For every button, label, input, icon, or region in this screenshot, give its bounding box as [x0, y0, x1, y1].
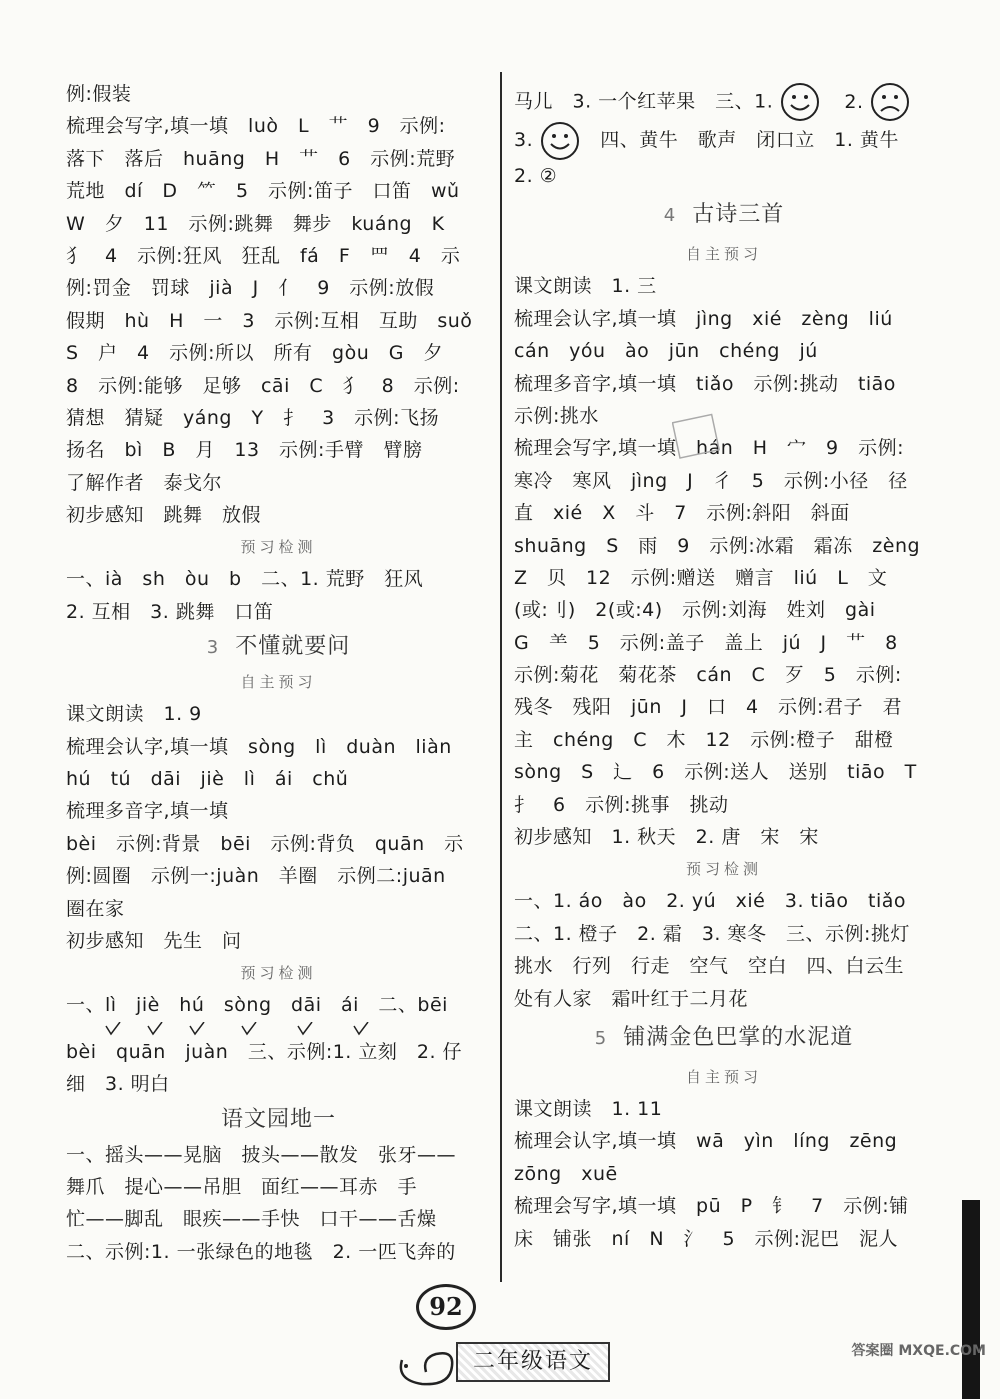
text-line: sòng S 辶 6 示例:送人 送别 tiāo T — [514, 761, 917, 784]
text-line: 直 xié X 斗 7 示例:斜阳 斜面 — [514, 502, 850, 525]
self-preview-heading: 自主预习 — [240, 673, 317, 692]
text-line: 舞爪 提心——吊胆 面红——耳赤 手 — [66, 1175, 418, 1198]
self-preview-heading: 自主预习 — [685, 245, 762, 264]
text-line: 细 3. 明白 — [66, 1073, 170, 1096]
lesson-title-text: 古诗三首 — [692, 202, 785, 228]
text-line: 示例:挑水 — [514, 404, 599, 427]
checkmark-row — [66, 1022, 491, 1036]
text-span: 2. — [844, 90, 864, 113]
preview-check-heading: 预习检测 — [685, 860, 762, 879]
text-line: 处有人家 霜叶红于二月花 — [514, 987, 749, 1010]
text-line: 梳理多音字,填一填 — [66, 800, 229, 823]
text-line — [514, 82, 934, 120]
text-line: 扌 6 示例:挑事 挑动 — [514, 793, 729, 816]
text-line: 初步感知 先生 问 — [66, 929, 242, 952]
text-line: 主 chéng C 木 12 示例:橙子 甜橙 — [514, 728, 894, 751]
text-line: 一、lì jiè hú sòng dāi ái 二、bēi — [66, 994, 448, 1017]
text-line — [514, 120, 934, 160]
text-line: 例:圆圈 示例一:juàn 羊圈 示例二:juān — [66, 865, 446, 888]
left-column — [66, 78, 491, 1268]
text-line: 了解作者 泰戈尔 — [66, 471, 223, 494]
text-line: 例:假装 — [66, 83, 132, 105]
text-line: 一、ià sh òu b 二、1. 荒野 狂风 — [66, 568, 424, 591]
page-number: 92 — [416, 1284, 476, 1330]
text-line: 二、1. 橙子 2. 霜 3. 寒冬 三、示例:挑灯 — [514, 922, 910, 945]
text-line: 梳理会认字,填一填 sòng lì duàn liàn — [66, 735, 452, 758]
text-line: 假期 hù H 一 3 示例:互相 互助 suǒ — [66, 309, 473, 332]
lesson-title-text: 不懂就要问 — [235, 634, 351, 660]
text-line: W 夕 11 示例:跳舞 舞步 kuáng K — [66, 212, 445, 235]
text-line: 课文朗读 1. 9 — [66, 703, 202, 726]
text-line: 示例:菊花 菊花茶 cán C 歹 5 示例: — [514, 664, 902, 687]
text-line: 梳理会写字,填一填 pū P 钅 7 示例:铺 — [514, 1195, 909, 1218]
lesson-title — [66, 628, 491, 666]
stamp-icon — [672, 412, 722, 462]
text-line: shuāng S 雨 9 示例:冰霜 霜冻 zèng — [514, 534, 921, 557]
text-line: 忙——脚乱 眼疾——手快 口干——舌燥 — [66, 1208, 437, 1231]
text-line: hú tú dāi jiè lì ái chǔ — [66, 768, 349, 791]
text-line: bèi quān juàn 三、示例:1. 立刻 2. 仔 — [66, 1040, 463, 1063]
text-line: 扬名 bì B 月 13 示例:手臂 臂膀 — [66, 439, 423, 462]
text-line: 8 示例:能够 足够 cāi C 犭 8 示例: — [66, 374, 460, 397]
watermark: 答案圈 MXQE.COM — [851, 1343, 986, 1359]
lesson-number: 3 — [206, 637, 220, 659]
lesson-number: 5 — [594, 1027, 608, 1049]
text-line: 课文朗读 1. 11 — [514, 1097, 663, 1120]
text-line: 课文朗读 1. 三 — [514, 275, 657, 298]
text-span: 马儿 3. 一个红苹果 三、1. — [514, 90, 774, 113]
text-line: S 户 4 示例:所以 所有 gòu G 夕 — [66, 342, 444, 365]
text-line: 一、摇头——晃脑 披头——散发 张牙—— — [66, 1143, 457, 1166]
text-line: 荒地 dí D ⺮ 5 示例:笛子 口笛 wǔ — [66, 180, 460, 203]
text-line: 2. ② — [514, 165, 558, 187]
text-line: 梳理会认字,填一填 jìng xié zèng liú — [514, 307, 893, 330]
text-line: 床 铺张 ní N 氵 5 示例:泥巴 泥人 — [514, 1227, 899, 1250]
smiley-sad-icon — [870, 82, 910, 122]
text-line: 一、1. áo ào 2. yú xié 3. tiāo tiǎo — [514, 890, 907, 913]
text-line: zōng xuē — [514, 1162, 618, 1185]
page-edge-shadow — [962, 1200, 980, 1399]
text-line: bèi 示例:背景 bēi 示例:背负 quān 示 — [66, 832, 464, 855]
text-line: 2. 互相 3. 跳舞 口笛 — [66, 600, 274, 623]
garden-title: 语文园地一 — [220, 1106, 336, 1132]
text-line: 寒冷 寒风 jìng J 彳 5 示例:小径 径 — [514, 469, 908, 492]
text-line: 落下 落后 huāng H 艹 6 示例:荒野 — [66, 147, 456, 170]
text-line: 挑水 行列 行走 空气 空白 四、白云生 — [514, 955, 905, 978]
text-line: cán yóu ào jūn chéng jú — [514, 340, 818, 363]
text-line: 梳理会写字,填一填 luò L 艹 9 示例: — [66, 115, 446, 138]
checkmark-icons — [66, 1022, 446, 1036]
text-span: 3. — [514, 129, 534, 151]
text-line: 圈在家 — [66, 897, 125, 920]
lesson-title — [514, 1015, 934, 1061]
text-line: (或:刂) 2(或:4) 示例:刘海 姓刘 gài — [514, 599, 876, 622]
column-divider — [500, 72, 502, 1282]
preview-check-heading: 预习检测 — [240, 964, 317, 983]
smiley-happy-icon — [540, 121, 580, 161]
text-line: 梳理多音字,填一填 tiǎo 示例:挑动 tiāo — [514, 372, 896, 395]
text-line: G ⺷ 5 示例:盖子 盖上 jú J 艹 8 — [514, 631, 898, 654]
text-line: 例:罚金 罚球 jià J 亻 9 示例:放假 — [66, 277, 435, 300]
text-line: 二、示例:1. 一张绿色的地毯 2. 一匹飞奔的 — [66, 1240, 456, 1263]
text-line: 梳理会写字,填一填 hán H 宀 9 示例: — [514, 437, 905, 460]
grade-label: 二年级语文 — [456, 1342, 610, 1382]
text-line: 初步感知 1. 秋天 2. 唐 宋 宋 — [514, 826, 819, 849]
self-preview-heading: 自主预习 — [685, 1067, 762, 1086]
smiley-happy-icon — [780, 82, 820, 122]
right-column — [514, 82, 934, 1255]
preview-check-heading: 预习检测 — [240, 538, 317, 557]
text-line: 犭 4 示例:狂风 狂乱 fá F 罒 4 示 — [66, 244, 461, 267]
text-line: 残冬 残阳 jūn J 口 4 示例:君子 君 — [514, 696, 902, 719]
text-line: 梳理会认字,填一填 wā yìn líng zēng — [514, 1130, 898, 1153]
text-line: 猜想 猜疑 yáng Y 扌 3 示例:飞扬 — [66, 406, 440, 429]
lesson-title — [514, 192, 934, 238]
text-line: Z 贝 12 示例:赠送 赠言 liú L 文 — [514, 566, 888, 589]
text-line: 初步感知 跳舞 放假 — [66, 504, 262, 527]
lesson-title-text: 铺满金色巴掌的水泥道 — [623, 1024, 854, 1050]
text-span: 四、黄牛 歌声 闭口立 1. 黄牛 — [600, 129, 899, 151]
lesson-number: 4 — [663, 205, 677, 227]
